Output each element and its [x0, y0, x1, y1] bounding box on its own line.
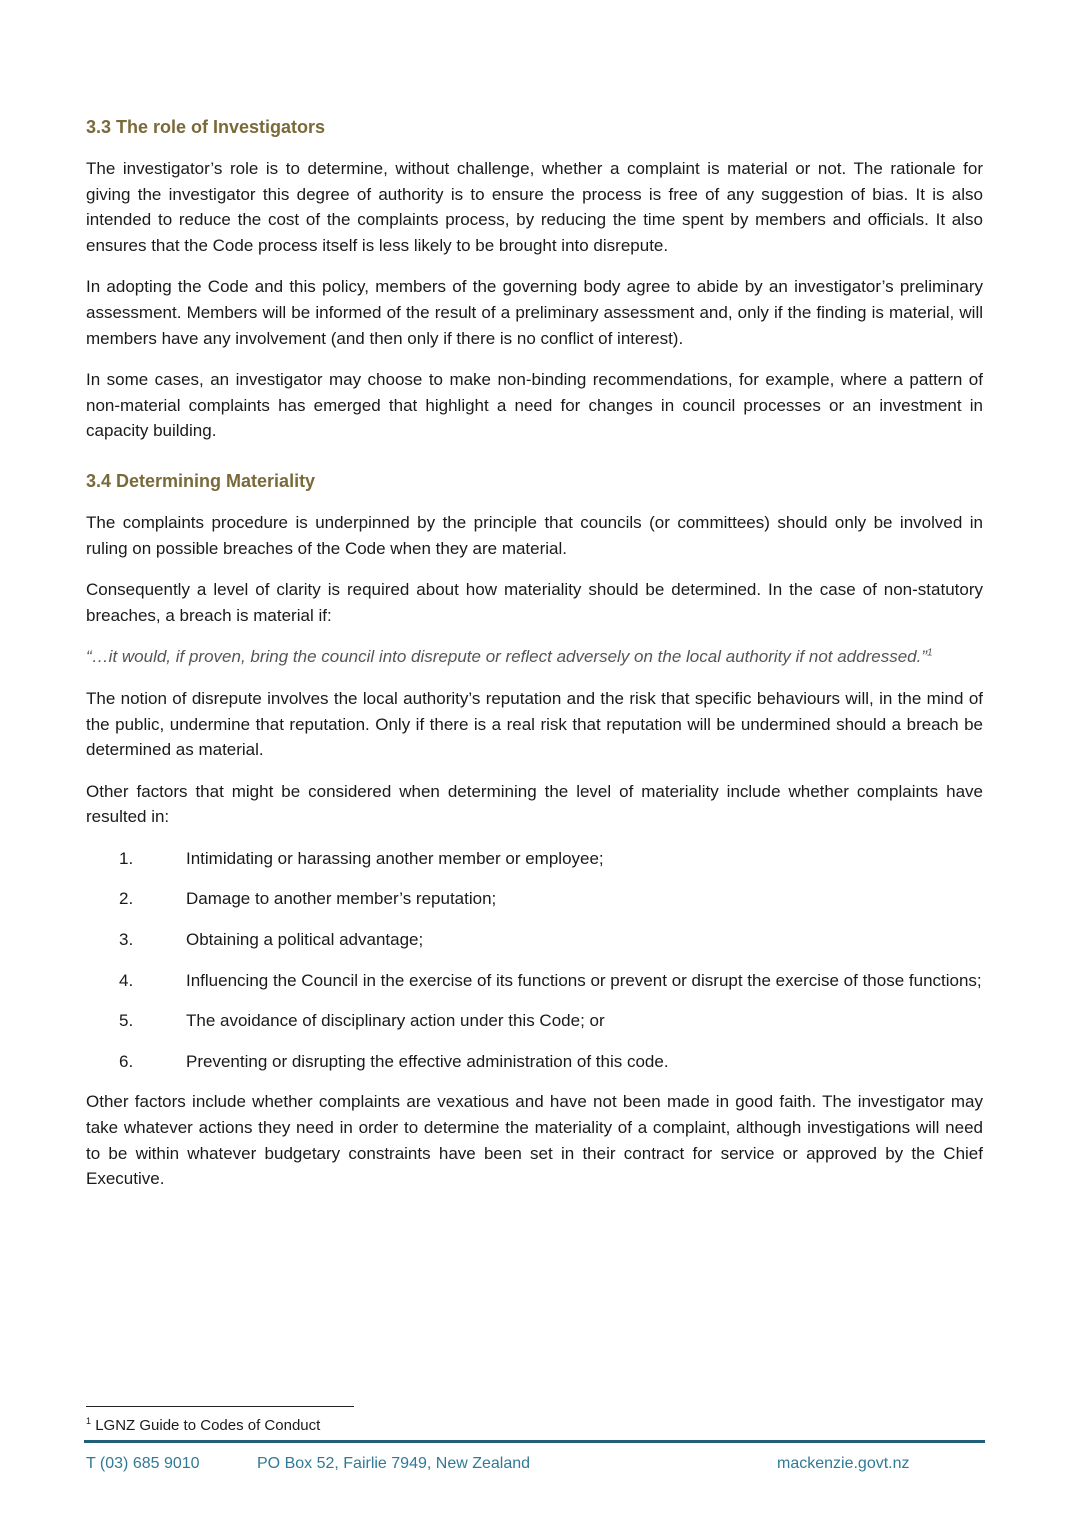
list-item-number: 5. — [119, 1011, 134, 1031]
materiality-factors-list — [86, 846, 983, 1075]
list-item-text: Obtaining a political advantage; — [186, 930, 424, 950]
list-item-number: 4. — [119, 970, 134, 990]
section-3-4-heading: 3.4 Determining Materiality — [86, 470, 316, 491]
footnote-divider — [86, 1406, 354, 1407]
list-item — [86, 927, 983, 953]
list-item-number: 3. — [119, 930, 134, 950]
materiality-quote — [86, 644, 983, 670]
list-item-text: Damage to another member’s reputation; — [186, 889, 497, 909]
section-3-3-paragraph: In some cases, an investigator may choose to make non-binding recommendations, for example, where a pattern of non-material complaints has emerged that highlight a need for changes in council processes or an investment in capacity building. — [86, 370, 983, 441]
footnote-reference[interactable]: 1 — [927, 647, 933, 659]
section-3-4-paragraph: The notion of disrepute involves the local authority’s reputation and the risk that specific behaviours will, in the mind of the public, undermine that reputation. Only if there is a real risk that reputation will be undermined should a breach be determined as material. — [86, 688, 983, 760]
section-3-3-paragraph: In adopting the Code and this policy, members of the governing body agree to abide by an investigator’s preliminary assessment. Members will be informed of the result of a preliminary assessment and, only if the finding is material, will members have any involvement (and then only if there is no conflict of interest). — [86, 277, 983, 348]
footer-address: PO Box 52, Fairlie 7949, New Zealand — [257, 1455, 531, 1472]
footer-phone: T (03) 685 9010 — [86, 1455, 200, 1472]
materiality-quote-text: “…it would, if proven, bring the council into disrepute or reflect adversely on the local authority if not addressed.” — [86, 647, 927, 667]
list-item-number: 2. — [119, 889, 134, 909]
list-item-text: The avoidance of disciplinary action under this Code; or — [186, 1011, 605, 1031]
footer-website-link[interactable]: mackenzie.govt.nz — [777, 1455, 910, 1472]
list-item — [86, 1008, 983, 1034]
footer-divider — [84, 1440, 985, 1443]
section-3-4-paragraph: Other factors that might be considered when determining the level of materiality include whether complaints have resulted in: — [86, 781, 983, 827]
list-item-text: Preventing or disrupting the effective administration of this code. — [186, 1051, 669, 1071]
list-item-number: 6. — [119, 1051, 134, 1071]
footnote — [86, 1416, 320, 1436]
section-3-4-paragraph: The complaints procedure is underpinned by the principle that councils (or committees) should only be involved in ruling on possible breaches of the Code when they are material. — [86, 512, 983, 558]
footnote-number: 1 — [86, 1416, 92, 1426]
list-item — [86, 1049, 983, 1075]
list-item — [86, 968, 983, 994]
document-body — [86, 112, 983, 1208]
list-item-text: Influencing the Council in the exercise of its functions or prevent or disrupt the exercise of those functions; — [186, 970, 982, 990]
footnote-text: LGNZ Guide to Codes of Conduct — [95, 1417, 321, 1434]
list-item — [86, 886, 983, 912]
section-3-4-paragraph: Consequently a level of clarity is required about how materiality should be determined. In the case of non-statutory breaches, a breach is material if: — [86, 580, 983, 625]
list-item — [86, 846, 983, 872]
list-item-number: 1. — [119, 848, 134, 868]
section-3-3-paragraph: The investigator’s role is to determine, without challenge, whether a complaint is material or not. The rationale for giving the investigator this degree of authority is to ensure the process is free of any suggestion of bias. It is also intended to reduce the cost of the complaints process, by reducing the time spent by members and officials. It also ensures that the Code process itself is less likely to be brought into disrepute. — [86, 159, 983, 255]
list-item-text: Intimidating or harassing another member or employee; — [186, 848, 604, 868]
section-3-3-heading: 3.3 The role of Investigators — [86, 117, 326, 137]
section-3-4-closing-paragraph: Other factors include whether complaints are vexatious and have not been made in good faith. The investigator may take whatever actions they need in order to determine the materiality of a complaint, although investigations will need to be within whatever budgetary constraints have been set in their contract for service or approved by the Chief Executive. — [86, 1092, 983, 1189]
